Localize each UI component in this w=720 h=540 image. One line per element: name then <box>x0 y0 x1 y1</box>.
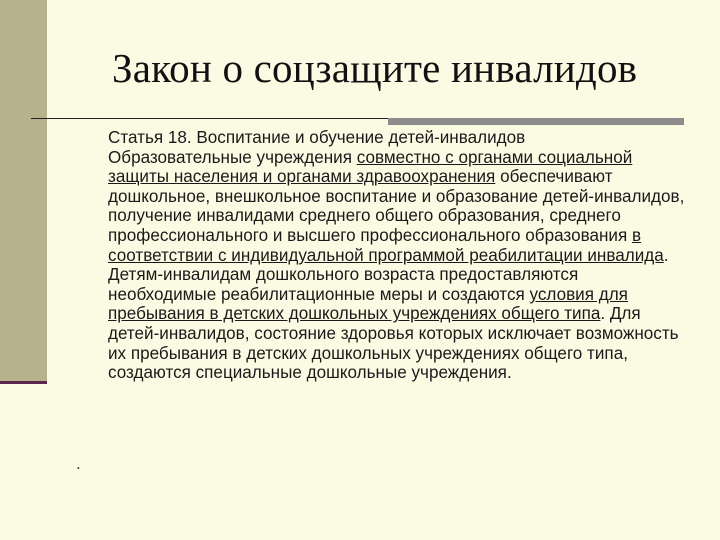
paragraph-1 <box>108 148 686 266</box>
paragraph-2-underlined-1: условия для пребывания в детских дошкольных учреждениях общего типа <box>108 284 628 324</box>
paragraph-2-text-b: . Для детей-инвалидов, состояние здоровья которых исключает возможность их пребывания в детских дошкольных учреждениях общего типа, создаются специальные дошкольные учреждения. <box>108 304 679 383</box>
paragraph-1-underlined-2: в соответствии с индивидуальной программой реабилитации инвалида <box>108 225 664 265</box>
left-accent-bar <box>0 0 47 384</box>
paragraph-2-text-a: Детям-инвалидам дошкольного возраста предоставляются необходимые реабилитационные меры и создаются <box>108 265 579 304</box>
slide-body <box>108 128 686 383</box>
paragraph-1-text-a: Образовательные учреждения <box>108 147 357 167</box>
article-heading: Статья 18. Воспитание и обучение детей-инвалидов <box>108 128 526 147</box>
paragraph-1-text-c: . <box>663 245 669 265</box>
left-accent-underline <box>0 381 47 384</box>
slide-title: Закон о соцзащите инвалидов <box>112 45 638 91</box>
trailing-dot: . <box>76 454 81 473</box>
title-divider-accent <box>388 118 684 125</box>
paragraph-1-text-b: обеспечивают дошкольное, внешкольное воспитание и образование детей-инвалидов, получение инвалидами среднего общего образования, среднего профессионального и высшего профессионального образования <box>108 167 685 245</box>
paragraph-1-underlined-1: совместно с органами социальной защиты населения и органами здравоохранения <box>108 147 633 187</box>
paragraph-2 <box>108 265 686 383</box>
